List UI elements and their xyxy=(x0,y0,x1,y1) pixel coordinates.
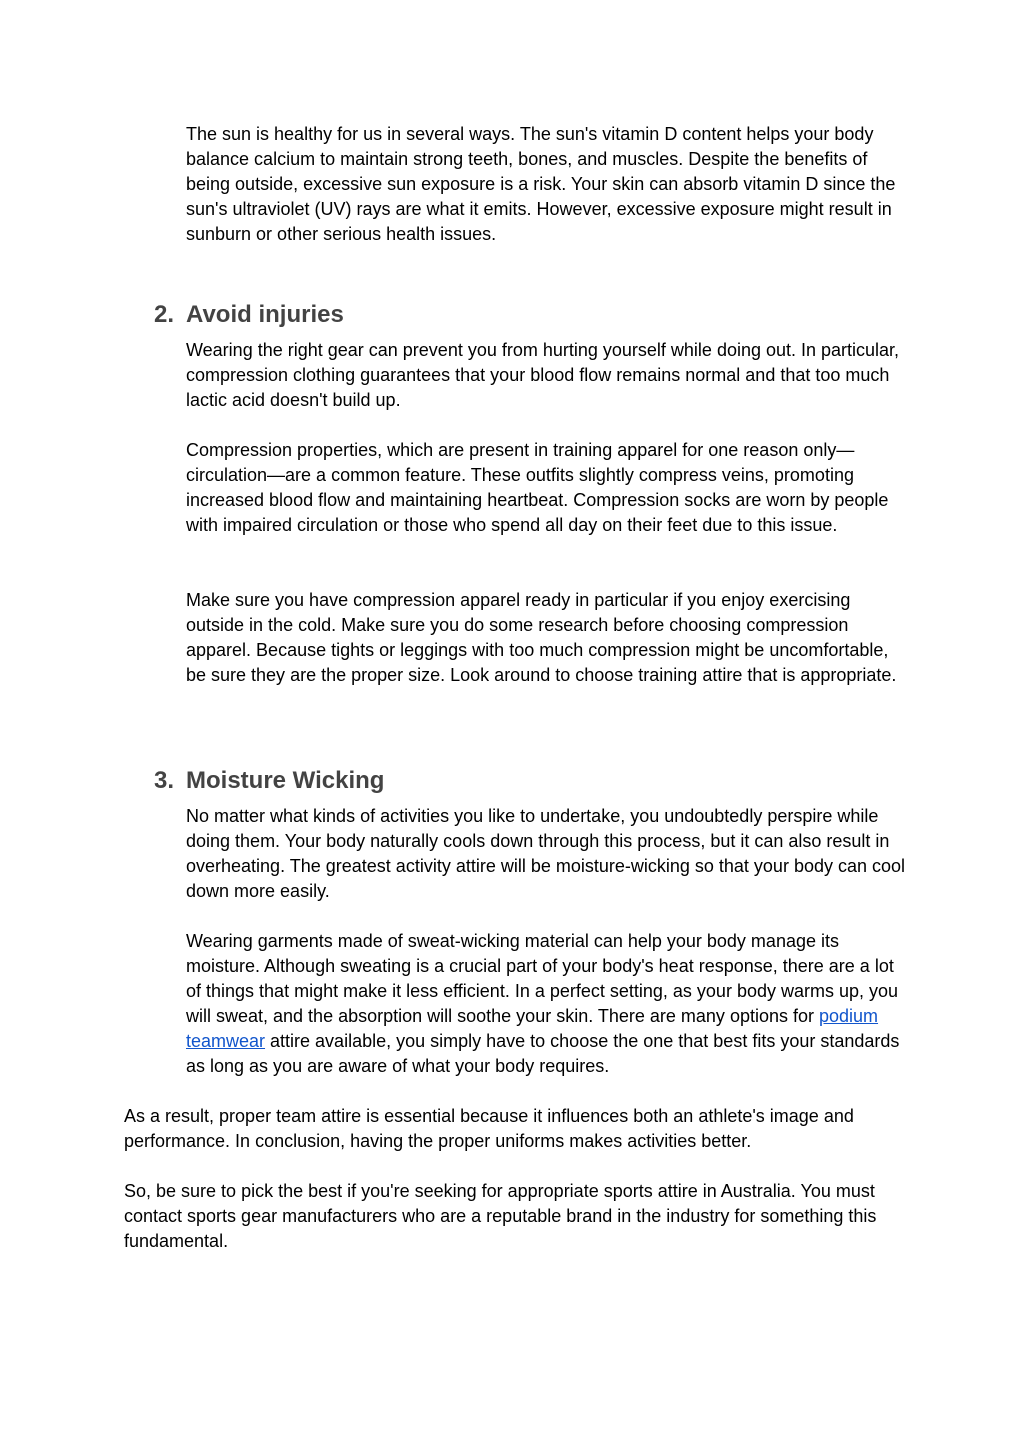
section-heading-moisture-wicking xyxy=(154,766,384,796)
conclusion-paragraph-1: As a result, proper team attire is essential because it influences both an athlete's image and performance. In conclusion, having the proper uniforms makes activities better. xyxy=(124,1106,854,1151)
paragraph-text-before-link: Wearing garments made of sweat-wicking material can help your body manage its moisture. Although sweating is a crucial part of your body's heat response, there are a lot of things that might make it less efficient. In a perfect setting, as your body warms up, you will sweat, and the absorption will soothe your skin. There are many options for xyxy=(186,931,899,1026)
podium-teamwear-link[interactable]: podium teamwear xyxy=(186,1006,879,1051)
section-title: Moisture Wicking xyxy=(186,767,385,794)
conclusion-paragraph-2: So, be sure to pick the best if you're seeking for appropriate sports attire in Australia. You must contact sports gear manufacturers who are a reputable brand in the industry for something this fundamental. xyxy=(124,1181,877,1251)
moisture-wicking-paragraph-1: No matter what kinds of activities you like to undertake, you undoubtedly perspire while doing them. Your body naturally cools down through this process, but it can also result in overheating. The greatest activity attire will be moisture-wicking so that your body can cool down more easily. xyxy=(186,806,906,901)
section-number: 3. xyxy=(154,767,175,794)
section-number: 2. xyxy=(154,301,175,328)
avoid-injuries-paragraph-1: Wearing the right gear can prevent you from hurting yourself while doing out. In particular, compression clothing guarantees that your blood flow remains normal and that too much lactic acid doesn't build up. xyxy=(186,340,900,410)
section-heading-avoid-injuries xyxy=(154,300,344,330)
avoid-injuries-paragraph-2: Compression properties, which are present in training apparel for one reason only—circulation—are a common feature. These outfits slightly compress veins, promoting increased blood flow and maintaining heartbeat. Compression socks are worn by people with impaired circulation or those who spend all day on their feet due to this issue. xyxy=(186,440,889,535)
paragraph-text-after-link: attire available, you simply have to choose the one that best fits your standards as long as you are aware of what your body requires. xyxy=(186,1031,900,1076)
intro-paragraph: The sun is healthy for us in several ways. The sun's vitamin D content helps your body balance calcium to maintain strong teeth, bones, and muscles. Despite the benefits of being outside, excessive sun exposure is a risk. Your skin can absorb vitamin D since the sun's ultraviolet (UV) rays are what it emits. However, excessive exposure might result in sunburn or other serious health issues. xyxy=(186,124,896,244)
section-title: Avoid injuries xyxy=(186,301,344,328)
moisture-wicking-paragraph-2 xyxy=(186,929,908,1079)
avoid-injuries-paragraph-3: Make sure you have compression apparel ready in particular if you enjoy exercising outside in the cold. Make sure you do some research before choosing compression apparel. Because tights or leggings with too much compression might be uncomfortable, be sure they are the proper size. Look around to choose training attire that is appropriate. xyxy=(186,590,897,685)
